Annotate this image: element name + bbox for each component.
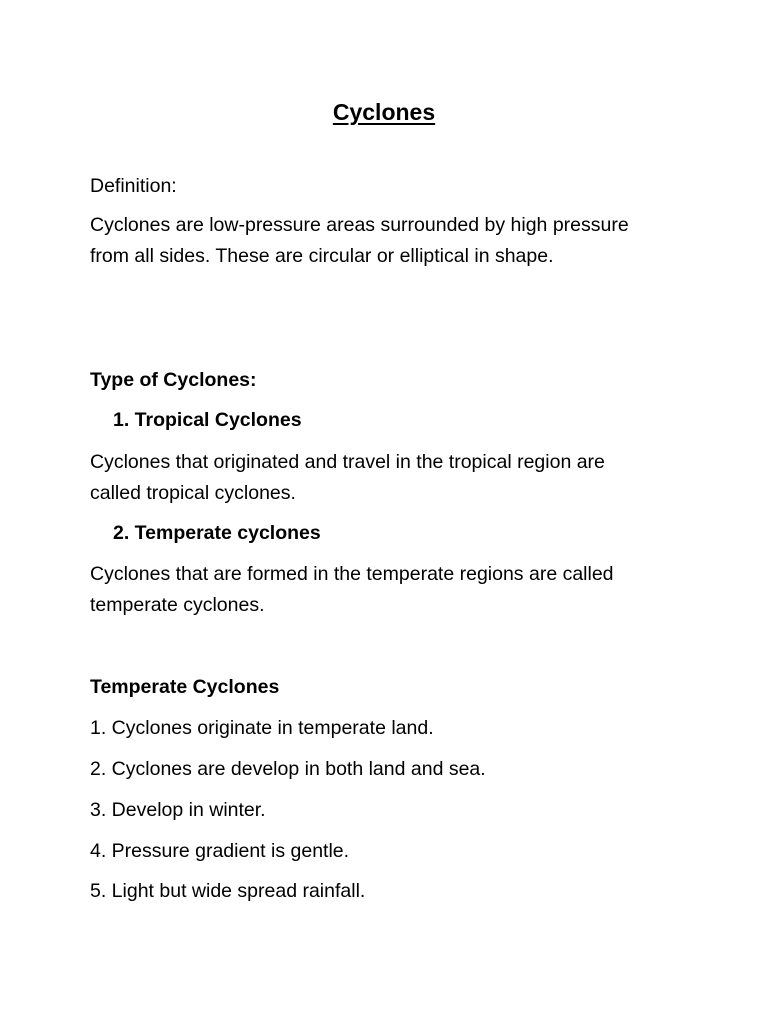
temperate-point-4: 4. Pressure gradient is gentle. <box>90 840 350 862</box>
type1-line-2: called tropical cyclones. <box>90 482 296 504</box>
temperate-point-5: 5. Light but wide spread rainfall. <box>90 880 366 902</box>
type2-heading: 2. Temperate cyclones <box>113 522 321 544</box>
type2-line-2: temperate cyclones. <box>90 594 265 616</box>
definition-line-1: Cyclones are low-pressure areas surrounded by high pressure <box>90 214 629 236</box>
temperate-heading: Temperate Cyclones <box>90 676 280 698</box>
types-heading: Type of Cyclones: <box>90 369 257 391</box>
type1-heading: 1. Tropical Cyclones <box>113 409 302 431</box>
definition-label: Definition: <box>90 175 177 197</box>
temperate-point-3: 3. Develop in winter. <box>90 799 266 821</box>
temperate-point-1: 1. Cyclones originate in temperate land. <box>90 717 434 739</box>
type2-line-1: Cyclones that are formed in the temperate regions are called <box>90 563 614 585</box>
type1-line-1: Cyclones that originated and travel in the tropical region are <box>90 451 605 473</box>
page-title: Cyclones <box>332 99 436 125</box>
temperate-point-2: 2. Cyclones are develop in both land and sea. <box>90 758 486 780</box>
definition-line-2: from all sides. These are circular or elliptical in shape. <box>90 245 554 267</box>
